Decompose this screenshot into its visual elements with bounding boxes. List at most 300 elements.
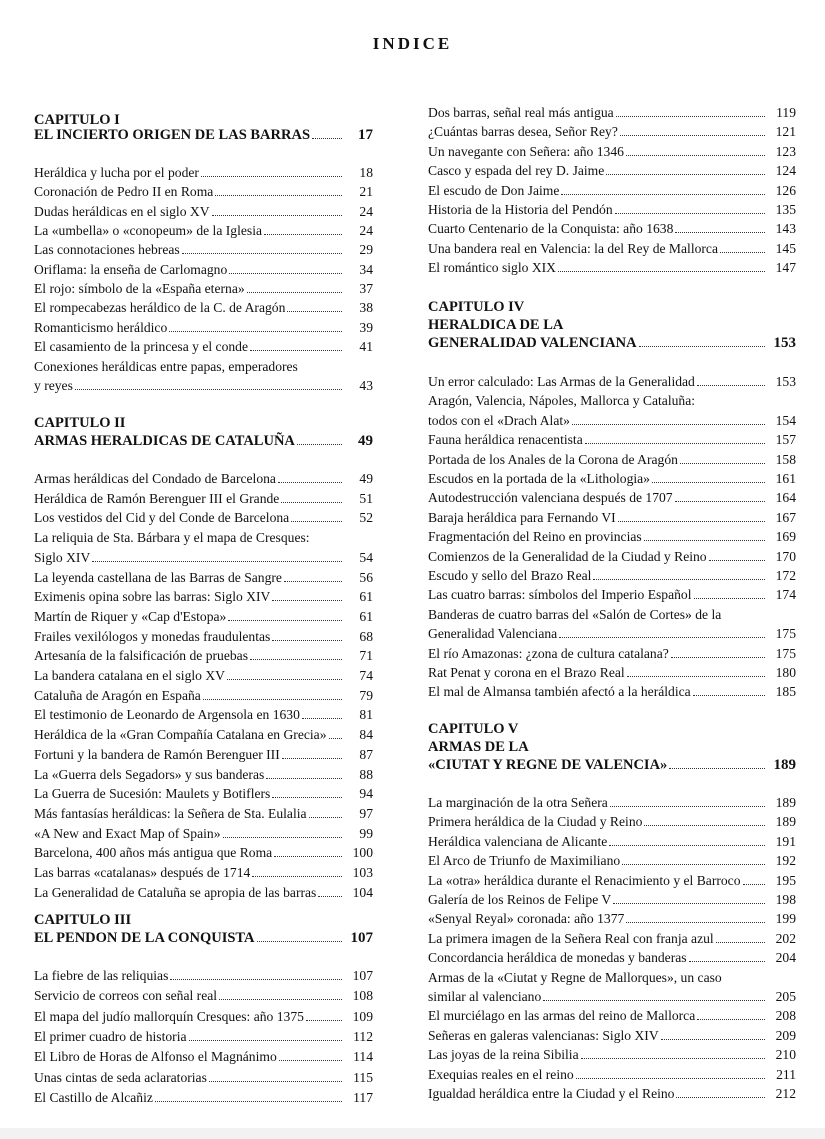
toc-entry[interactable] [34,766,373,783]
toc-entry[interactable] [34,1048,373,1065]
leader-dots [689,961,765,962]
toc-entry-page: 202 [775,930,796,946]
toc-entry-title: «Senyal Reyal» coronada: año 1377 [428,911,625,927]
toc-entry-title: El Libro de Horas de Alfonso el Magnánimo [34,1049,277,1065]
leader-dots [620,135,765,136]
leader-dots [272,797,342,798]
toc-entry-title: y reyes [34,377,73,393]
toc-entry-title: Conexiones heráldicas entre papas, emperadores [34,358,298,374]
toc-entry-title: Siglo XIV [34,549,91,565]
leader-dots [250,350,342,351]
leader-dots [639,346,765,347]
toc-entry[interactable] [34,241,373,258]
leader-dots [272,640,342,641]
toc-entry-page: 43 [359,377,373,393]
toc-entry-title: Rat Penat y corona en el Brazo Real [428,665,625,680]
toc-entry-title: Coronación de Pedro II en Roma [34,184,214,200]
page-bottom-strip [0,1128,825,1139]
toc-entry-title: Exequias reales en el reino [428,1066,574,1082]
toc-entry-title: Banderas de cuatro barras del «Salón de Cortes» de la [428,606,722,622]
toc-entry[interactable] [428,664,796,681]
toc-entry-page: 195 [775,872,796,888]
leader-dots [284,581,342,582]
leader-dots [618,521,765,522]
toc-entry-title: El testimonio de Leonardo de Argensola en 1630 [34,707,300,723]
toc-entry[interactable] [34,470,373,487]
toc-entry-page: 172 [775,568,796,583]
toc-entry-title: La bandera catalana en el siglo XV [34,668,225,683]
toc-entry[interactable] [34,1069,373,1086]
leader-dots [593,579,765,580]
toc-entry[interactable] [34,647,373,664]
toc-entry[interactable] [34,377,373,394]
toc-entry-title: Heráldica valenciana de Alicante [428,833,608,849]
leader-dots [671,657,765,658]
leader-dots [329,738,342,739]
chapter-1-title-row[interactable] [34,126,373,144]
leader-dots [709,560,765,561]
toc-entry-page: 161 [775,471,796,486]
toc-entry-title: Dudas heráldicas en el siglo XV [34,203,210,219]
leader-dots [680,463,765,464]
toc-entry-title: Un navegante con Señera: año 1346 [428,143,624,159]
toc-entry[interactable] [428,1007,796,1024]
toc-entry-page: 135 [775,202,796,217]
toc-entry-page: 87 [359,746,373,762]
toc-entry-page: 189 [775,814,796,830]
toc-entry-title: Fortuni y la bandera de Ramón Berenguer III [34,746,280,762]
toc-entry-title: «A New and Exact Map of Spain» [34,825,221,841]
leader-dots [250,659,342,660]
chapter-1-page: 17 [358,127,373,143]
chapter-1-label: CAPITULO I [34,112,120,128]
leader-dots [212,215,342,216]
toc-entry-page: 208 [775,1008,796,1024]
toc-entry[interactable] [34,1089,373,1106]
toc-entry[interactable] [34,588,373,605]
toc-entry-page: 61 [359,589,373,605]
toc-entry-page: 49 [359,471,373,486]
toc-entry-title: La «Guerra dels Segadors» y sus banderas [34,766,265,782]
toc-entry[interactable] [34,338,373,355]
toc-entry-title: El río Amazonas: ¿zona de cultura catalana? [428,645,669,661]
leader-dots [675,501,765,502]
toc-entry[interactable] [428,373,796,390]
toc-entry[interactable] [428,930,796,947]
toc-entry-page: 164 [775,490,796,506]
toc-entry-page: 143 [775,221,796,237]
toc-entry-title: El mapa del judío mallorquín Cresques: año 1375 [34,1008,304,1024]
leader-dots [75,389,342,390]
toc-entry-page: 185 [775,684,796,700]
toc-entry-title: El romántico siglo XIX [428,260,556,276]
toc-entry-title: La Guerra de Sucesión: Maulets y Botiflers [34,786,271,802]
toc-entry[interactable] [34,1028,373,1045]
leader-dots [669,768,765,769]
toc-entry-page: 79 [359,687,373,703]
toc-entry-page: 192 [775,853,796,869]
toc-entry-title: El casamiento de la princesa y el conde [34,339,249,355]
toc-entry-title: Fauna heráldica renacentista [428,432,583,448]
toc-entry[interactable] [428,143,796,160]
toc-entry-title: Oriflama: la enseña de Carlomagno [34,261,228,277]
toc-entry-page: 204 [775,950,796,966]
leader-dots [272,600,342,601]
toc-entry[interactable] [34,967,373,984]
toc-entry[interactable] [428,891,796,908]
chapter-2-title: ARMAS HERALDICAS DE CATALUÑA [34,433,295,449]
toc-entry[interactable] [34,726,373,743]
toc-entry-title: similar al valenciano [428,989,542,1004]
toc-entry-page: 81 [359,707,373,723]
chapter-4-label: CAPITULO IV [428,299,525,315]
leader-dots [266,778,342,779]
chapter-3-label: CAPITULO III [34,912,132,928]
toc-entry-page: 37 [359,281,373,297]
toc-entry[interactable] [34,628,373,645]
toc-entry-title: Las connotaciones hebreas [34,242,180,258]
toc-entry[interactable] [428,794,796,811]
leader-dots [247,292,342,293]
toc-entry[interactable] [428,625,796,642]
toc-entry-page: 180 [775,665,796,680]
toc-entry-title: Cuarto Centenario de la Conquista: año 1638 [428,221,674,237]
toc-entry-title: Una bandera real en Valencia: la del Rey de Mallorca [428,240,718,256]
toc-entry[interactable] [34,844,373,861]
toc-entry[interactable] [428,412,796,429]
toc-entry[interactable] [428,123,796,140]
leader-dots [312,138,342,139]
toc-entry-title: Escudos en la portada de la «Lithologia» [428,471,650,486]
chapter-5-title-line1: ARMAS DE LA [428,739,529,755]
toc-entry[interactable] [34,608,373,625]
toc-entry-page: 38 [359,300,373,316]
leader-dots [297,444,342,445]
toc-entry-title: Los vestidos del Cid y del Conde de Barcelona [34,510,290,526]
toc-entry[interactable] [34,319,373,336]
toc-entry-page: 117 [353,1089,373,1105]
toc-entry-title: Primera heráldica de la Ciudad y Reino [428,814,643,830]
leader-dots [264,234,342,235]
leader-dots [274,856,342,857]
toc-entry-page: 84 [359,727,373,743]
leader-dots [610,806,765,807]
toc-entry[interactable] [34,261,373,278]
toc-entry[interactable] [428,606,796,623]
toc-entry[interactable] [428,1027,796,1044]
toc-entry[interactable] [34,203,373,220]
toc-entry-page: 123 [775,143,796,159]
toc-entry[interactable] [34,569,373,586]
toc-entry-title: Autodestrucción valenciana después de 1707 [428,490,673,506]
leader-dots [694,598,766,599]
leader-dots [716,942,765,943]
toc-entry-title: Igualdad heráldica entre la Ciudad y el Reino [428,1086,675,1101]
toc-entry-page: 210 [775,1047,796,1063]
toc-entry[interactable] [34,529,373,546]
leader-dots [257,941,343,942]
toc-entry-page: 109 [352,1008,373,1024]
toc-entry-page: 191 [775,833,796,849]
toc-entry[interactable] [34,358,373,375]
toc-entry[interactable] [428,1085,796,1102]
toc-entry[interactable] [34,687,373,704]
chapter-5-label: CAPITULO V [428,721,519,737]
toc-entry[interactable] [428,201,796,218]
leader-dots [229,273,342,274]
toc-entry[interactable] [428,1066,796,1083]
toc-entry-page: 71 [359,648,373,664]
toc-entry-page: 147 [775,260,796,276]
toc-entry-page: 211 [776,1066,796,1082]
toc-entry-page: 115 [353,1069,373,1085]
leader-dots [644,540,765,541]
toc-entry-title: Romanticismo heráldico [34,319,168,335]
leader-dots [626,155,765,156]
chapter-4-title-line1: HERALDICA DE LA [428,317,564,333]
chapter-2-label: CAPITULO II [34,415,126,431]
toc-entry[interactable] [428,104,796,121]
toc-entry[interactable] [34,299,373,316]
toc-entry[interactable] [428,240,796,257]
toc-entry-title: Armas heráldicas del Condado de Barcelona [34,471,276,486]
toc-entry[interactable] [428,872,796,889]
leader-dots [543,1000,765,1001]
toc-entry-title: Heráldica de Ramón Berenguer III el Grande [34,490,280,506]
leader-dots [170,979,342,980]
toc-entry-page: 157 [775,432,796,448]
toc-entry-title: La primera imagen de la Señera Real con franja azul [428,930,714,946]
chapter-1-title: EL INCIERTO ORIGEN DE LAS BARRAS [34,127,311,143]
toc-entry-title: Concordancia heráldica de monedas y banderas [428,950,687,966]
toc-entry[interactable] [428,852,796,869]
chapter-5-page: 189 [773,757,796,773]
toc-entry[interactable] [428,1046,796,1063]
toc-entry[interactable] [428,548,796,565]
toc-entry-title: Barcelona, 400 años más antigua que Roma [34,845,273,861]
leader-dots [223,837,343,838]
chapter-3-title-row[interactable] [34,929,373,947]
toc-entry-title: Dos barras, señal real más antigua [428,105,614,120]
toc-entry[interactable] [34,825,373,842]
toc-entry[interactable] [428,586,796,603]
leader-dots [252,876,342,877]
leader-dots [291,521,342,522]
toc-entry[interactable] [34,987,373,1004]
leader-dots [627,676,765,677]
toc-entry[interactable] [34,667,373,684]
toc-entry-page: 169 [775,529,796,545]
toc-entry[interactable] [34,280,373,297]
toc-entry-title: El rojo: símbolo de la «España eterna» [34,281,245,297]
toc-entry[interactable] [428,833,796,850]
toc-entry[interactable] [34,706,373,723]
chapter-4-title-row[interactable] [428,334,796,352]
toc-entry-page: 103 [352,865,373,880]
toc-entry-title: La Generalidad de Cataluña se apropia de las barras [34,884,317,900]
toc-entry-title: La «otra» heráldica durante el Renacimiento y el Barroco [428,872,741,888]
toc-entry[interactable] [428,182,796,199]
leader-dots [616,116,765,117]
toc-entry[interactable] [34,222,373,239]
leader-dots [182,253,342,254]
toc-entry[interactable] [428,259,796,276]
leader-dots [720,252,765,253]
leader-dots [652,482,765,483]
toc-entry[interactable] [428,220,796,237]
leader-dots [743,884,765,885]
toc-entry[interactable] [428,162,796,179]
toc-entry-page: 97 [359,805,373,821]
toc-entry-page: 104 [352,884,373,900]
toc-entry-page: 212 [775,1086,796,1101]
toc-entry-title: El Arco de Triunfo de Maximiliano [428,853,621,869]
toc-entry-page: 18 [359,165,373,180]
toc-entry[interactable] [34,549,373,566]
toc-entry-title: La «umbella» o «conopeum» de la Iglesia [34,223,263,239]
toc-entry-title: Las joyas de la reina Sibilia [428,1047,579,1063]
toc-entry-page: 51 [359,490,373,506]
toc-entry-page: 100 [352,845,373,861]
chapter-4-title: GENERALIDAD VALENCIANA [428,335,637,351]
leader-dots [661,1039,765,1040]
toc-entry[interactable] [34,509,373,526]
chapter-5-title-row[interactable] [428,756,796,774]
leader-dots [189,1040,343,1041]
toc-entry[interactable] [428,949,796,966]
leader-dots [279,1060,342,1061]
leader-dots [626,922,765,923]
leader-dots [169,331,342,332]
leader-dots [561,194,765,195]
leader-dots [622,864,765,865]
toc-entry-page: 198 [775,892,796,907]
chapter-2-page: 49 [358,433,373,449]
toc-entry[interactable] [34,746,373,763]
toc-entry-title: Las cuatro barras: símbolos del Imperio Español [428,587,692,603]
toc-entry[interactable] [34,490,373,507]
toc-entry[interactable] [428,813,796,830]
toc-entry[interactable] [428,392,796,409]
toc-entry-page: 119 [776,105,796,120]
leader-dots [227,679,342,680]
toc-entry-title: Galería de los Reinos de Felipe V [428,892,612,907]
toc-entry-page: 34 [359,261,373,277]
toc-entry[interactable] [428,969,796,986]
toc-entry-page: 170 [775,548,796,564]
leader-dots [572,424,765,425]
leader-dots [615,213,765,214]
toc-entry-page: 175 [775,645,796,661]
toc-entry[interactable] [34,785,373,802]
toc-entry[interactable] [34,183,373,200]
toc-entry-title: La fiebre de las reliquias [34,968,169,983]
leader-dots [278,482,342,483]
toc-entry-title: Fragmentación del Reino en provincias [428,529,642,545]
toc-entry-page: 126 [775,182,796,198]
toc-entry[interactable] [428,451,796,468]
leader-dots [644,825,765,826]
toc-entry[interactable] [428,988,796,1005]
leader-dots [306,1020,342,1021]
toc-entry-page: 175 [775,626,796,642]
toc-entry[interactable] [428,489,796,506]
leader-dots [675,232,765,233]
toc-entry-page: 121 [775,124,796,140]
toc-entry-page: 158 [775,451,796,467]
toc-entry-page: 24 [359,223,373,239]
toc-entry[interactable] [428,683,796,700]
leader-dots [215,195,342,196]
toc-entry[interactable] [428,567,796,584]
toc-entry[interactable] [34,864,373,881]
toc-entry-title: La marginación de la otra Señera [428,795,608,810]
toc-entry-title: Cataluña de Aragón en España [34,687,201,703]
leader-dots [609,845,765,846]
toc-entry-page: 74 [359,668,373,683]
toc-entry[interactable] [428,528,796,545]
toc-entry[interactable] [34,1008,373,1025]
toc-entry-title: El mal de Almansa también afectó a la heráldica [428,684,691,700]
leader-dots [697,1019,765,1020]
leader-dots [581,1058,765,1059]
toc-entry-page: 124 [775,163,796,179]
toc-entry[interactable] [428,910,796,927]
toc-entry[interactable] [34,805,373,822]
toc-entry-title: Señeras en galeras valencianas: Siglo XIV [428,1027,659,1043]
toc-entry-title: Eximenis opina sobre las barras: Siglo XIV [34,589,271,605]
toc-entry[interactable] [428,509,796,526]
chapter-4-page: 153 [773,335,796,351]
toc-entry-page: 145 [775,240,796,256]
toc-entry[interactable] [34,884,373,901]
toc-entry-page: 56 [359,569,373,585]
toc-entry-page: 94 [359,786,373,802]
toc-entry-title: El escudo de Don Jaime [428,182,560,198]
toc-entry-page: 41 [359,339,373,355]
toc-entry[interactable] [428,645,796,662]
leader-dots [228,620,342,621]
leader-dots [219,999,342,1000]
toc-entry-page: 189 [775,795,796,810]
chapter-2-title-row[interactable] [34,432,373,450]
toc-entry-title: El murciélago en las armas del reino de Mallorca [428,1008,696,1024]
toc-entry-page: 61 [359,608,373,624]
leader-dots [287,311,342,312]
toc-entry-title: Generalidad Valenciana [428,626,558,642]
toc-entry-page: 154 [775,412,796,428]
chapter-5-title: «CIUTAT Y REGNE DE VALENCIA» [428,757,668,773]
toc-entry-page: 88 [359,766,373,782]
leader-dots [585,443,765,444]
toc-entry-title: Heráldica y lucha por el poder [34,165,199,180]
toc-entry-page: 68 [359,628,373,644]
leader-dots [697,385,765,386]
leader-dots [155,1101,342,1102]
toc-entry-page: 112 [353,1028,373,1044]
toc-entry-title: Unas cintas de seda aclaratorias [34,1069,207,1085]
leader-dots [209,1081,342,1082]
toc-entry-page: 29 [359,242,373,258]
leader-dots [203,699,342,700]
toc-entry[interactable] [34,164,373,181]
leader-dots [282,758,342,759]
toc-entry-title: Casco y espada del rey D. Jaime [428,163,605,179]
toc-entry[interactable] [428,470,796,487]
toc-entry-title: Frailes vexilólogos y monedas fraudulentas [34,628,271,644]
toc-entry[interactable] [428,431,796,448]
page-title: INDICE [372,34,453,53]
